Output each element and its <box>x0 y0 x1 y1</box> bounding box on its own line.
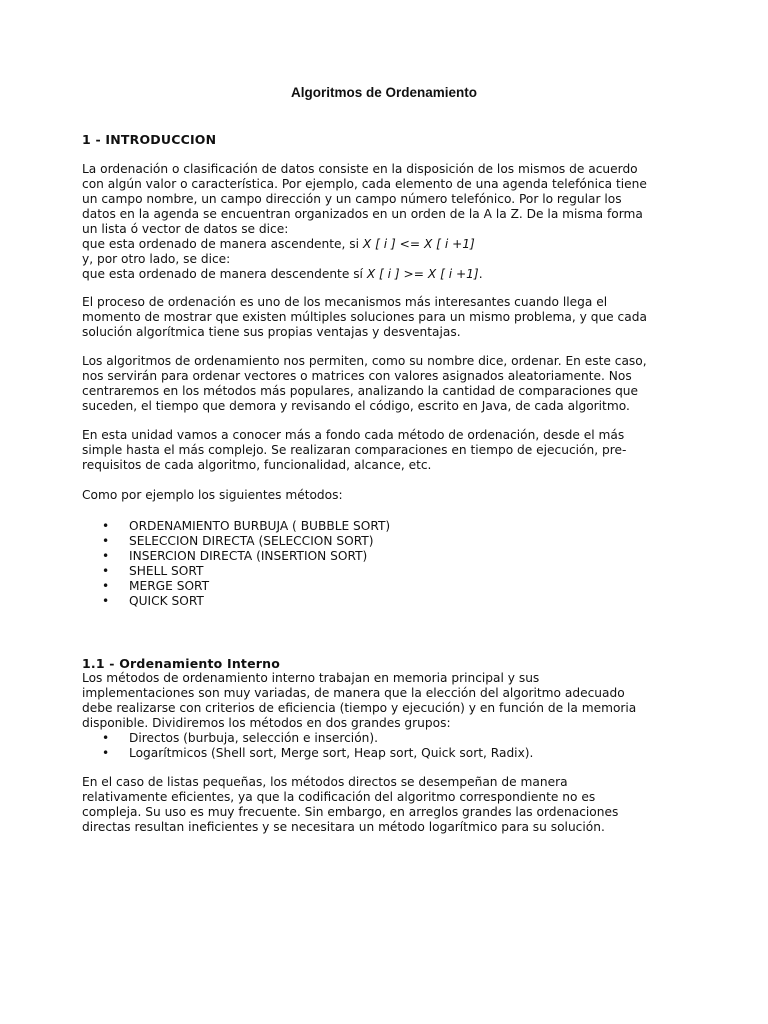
paragraph-line: directas resultan ineficientes y se necesitara un método logarítmico para su solución. <box>82 820 605 834</box>
descending-expression: X [ i ] >= X [ i +1] <box>366 267 479 281</box>
paragraph-line: disponible. Dividiremos los métodos en dos grandes grupos: <box>82 716 451 730</box>
ascending-definition <box>82 237 702 252</box>
paragraph-line: requisitos de cada algoritmo, funcionalidad, alcance, etc. <box>82 458 432 472</box>
paragraph-line: Como por ejemplo los siguientes métodos: <box>82 488 343 502</box>
paragraph-line: un lista ó vector de datos se dice: <box>82 222 289 236</box>
paragraph-introduccion-2 <box>82 295 702 340</box>
descending-prefix: que esta ordenado de manera descendente sí <box>82 267 367 281</box>
bullet-icon: • <box>102 519 110 533</box>
document-title: Algoritmos de Ordenamiento <box>290 85 478 100</box>
bullet-icon: • <box>102 549 110 563</box>
paragraph-line: Los algoritmos de ordenamiento nos permiten, como su nombre dice, ordenar. En este caso, <box>82 354 647 368</box>
list-item-text: ORDENAMIENTO BURBUJA ( BUBBLE SORT) <box>129 519 391 533</box>
paragraph-introduccion-3 <box>82 354 702 414</box>
paragraph-line: centraremos en los métodos más populares, analizando la cantidad de comparaciones que <box>82 384 639 398</box>
list-item-text: Directos (burbuja, selección e inserción). <box>129 731 379 745</box>
paragraph-line: relativamente eficientes, ya que la codificación del algoritmo correspondiente no es <box>82 790 596 804</box>
list-item <box>82 746 682 761</box>
paragraph-line: La ordenación o clasificación de datos consiste en la disposición de los mismos de acuerdo <box>82 162 638 176</box>
ascending-prefix: que esta ordenado de manera ascendente, si <box>82 237 363 251</box>
paragraph-line: y, por otro lado, se dice: <box>82 252 231 266</box>
list-item <box>82 579 682 594</box>
paragraph-line: con algún valor o característica. Por ejemplo, cada elemento de una agenda telefónica tiene <box>82 177 647 191</box>
paragraph-line: momento de mostrar que existen múltiples soluciones para un mismo problema, y que cada <box>82 310 647 324</box>
paragraph-line: nos servirán para ordenar vectores o matrices con valores asignados aleatoriamente. Nos <box>82 369 632 383</box>
paragraph-line: Los métodos de ordenamiento interno trabajan en memoria principal y sus <box>82 671 540 685</box>
section-heading-introduccion: 1 - INTRODUCCION <box>82 132 217 147</box>
paragraph-line: suceden, el tiempo que demora y revisando el código, escrito en Java, de cada algoritmo. <box>82 399 630 413</box>
list-item <box>82 549 682 564</box>
bullet-icon: • <box>102 594 110 608</box>
methods-list <box>82 519 682 609</box>
descending-suffix: . <box>478 267 483 281</box>
ascending-expression: X [ i ] <= X [ i +1] <box>362 237 475 251</box>
list-item-text: QUICK SORT <box>129 594 204 608</box>
bullet-icon: • <box>102 579 110 593</box>
paragraph-ordenamiento-interno-2 <box>82 775 702 835</box>
paragraph-line: implementaciones son muy variadas, de manera que la elección del algoritmo adecuado <box>82 686 625 700</box>
list-item <box>82 519 682 534</box>
list-item-text: SHELL SORT <box>129 564 204 578</box>
list-item-text: INSERCION DIRECTA (INSERTION SORT) <box>129 549 368 563</box>
paragraph-line: un campo nombre, un campo dirección y un campo número telefónico. Por lo regular los <box>82 192 622 206</box>
paragraph-introduccion-1 <box>82 162 702 282</box>
paragraph-line: En el caso de listas pequeñas, los métodos directos se desempeñan de manera <box>82 775 568 789</box>
descending-definition <box>82 267 702 282</box>
groups-list <box>82 731 682 761</box>
paragraph-line: El proceso de ordenación es uno de los mecanismos más interesantes cuando llega el <box>82 295 608 309</box>
bullet-icon: • <box>102 534 110 548</box>
list-item <box>82 534 682 549</box>
paragraph-introduccion-4 <box>82 428 702 473</box>
paragraph-line: compleja. Su uso es muy frecuente. Sin embargo, en arreglos grandes las ordenaciones <box>82 805 619 819</box>
list-item-text: Logarítmicos (Shell sort, Merge sort, Heap sort, Quick sort, Radix). <box>129 746 534 760</box>
paragraph-line: debe realizarse con criterios de eficiencia (tiempo y ejecución) y en función de la memoria <box>82 701 637 715</box>
list-item-text: MERGE SORT <box>129 579 210 593</box>
bullet-icon: • <box>102 564 110 578</box>
section-heading-ordenamiento-interno: 1.1 - Ordenamiento Interno <box>82 656 281 671</box>
list-item <box>82 564 682 579</box>
paragraph-introduccion-5 <box>82 488 702 503</box>
bullet-icon: • <box>102 731 110 745</box>
bullet-icon: • <box>102 746 110 760</box>
paragraph-line: simple hasta el más complejo. Se realizaran comparaciones en tiempo de ejecución, pre- <box>82 443 627 457</box>
list-item <box>82 594 682 609</box>
list-item-text: SELECCION DIRECTA (SELECCION SORT) <box>129 534 374 548</box>
paragraph-line: solución algorítmica tiene sus propias ventajas y desventajas. <box>82 325 461 339</box>
paragraph-line: En esta unidad vamos a conocer más a fondo cada método de ordenación, desde el más <box>82 428 625 442</box>
paragraph-ordenamiento-interno-1 <box>82 671 702 731</box>
paragraph-line: datos en la agenda se encuentran organizados en un orden de la A la Z. De la misma forma <box>82 207 643 221</box>
list-item <box>82 731 682 746</box>
